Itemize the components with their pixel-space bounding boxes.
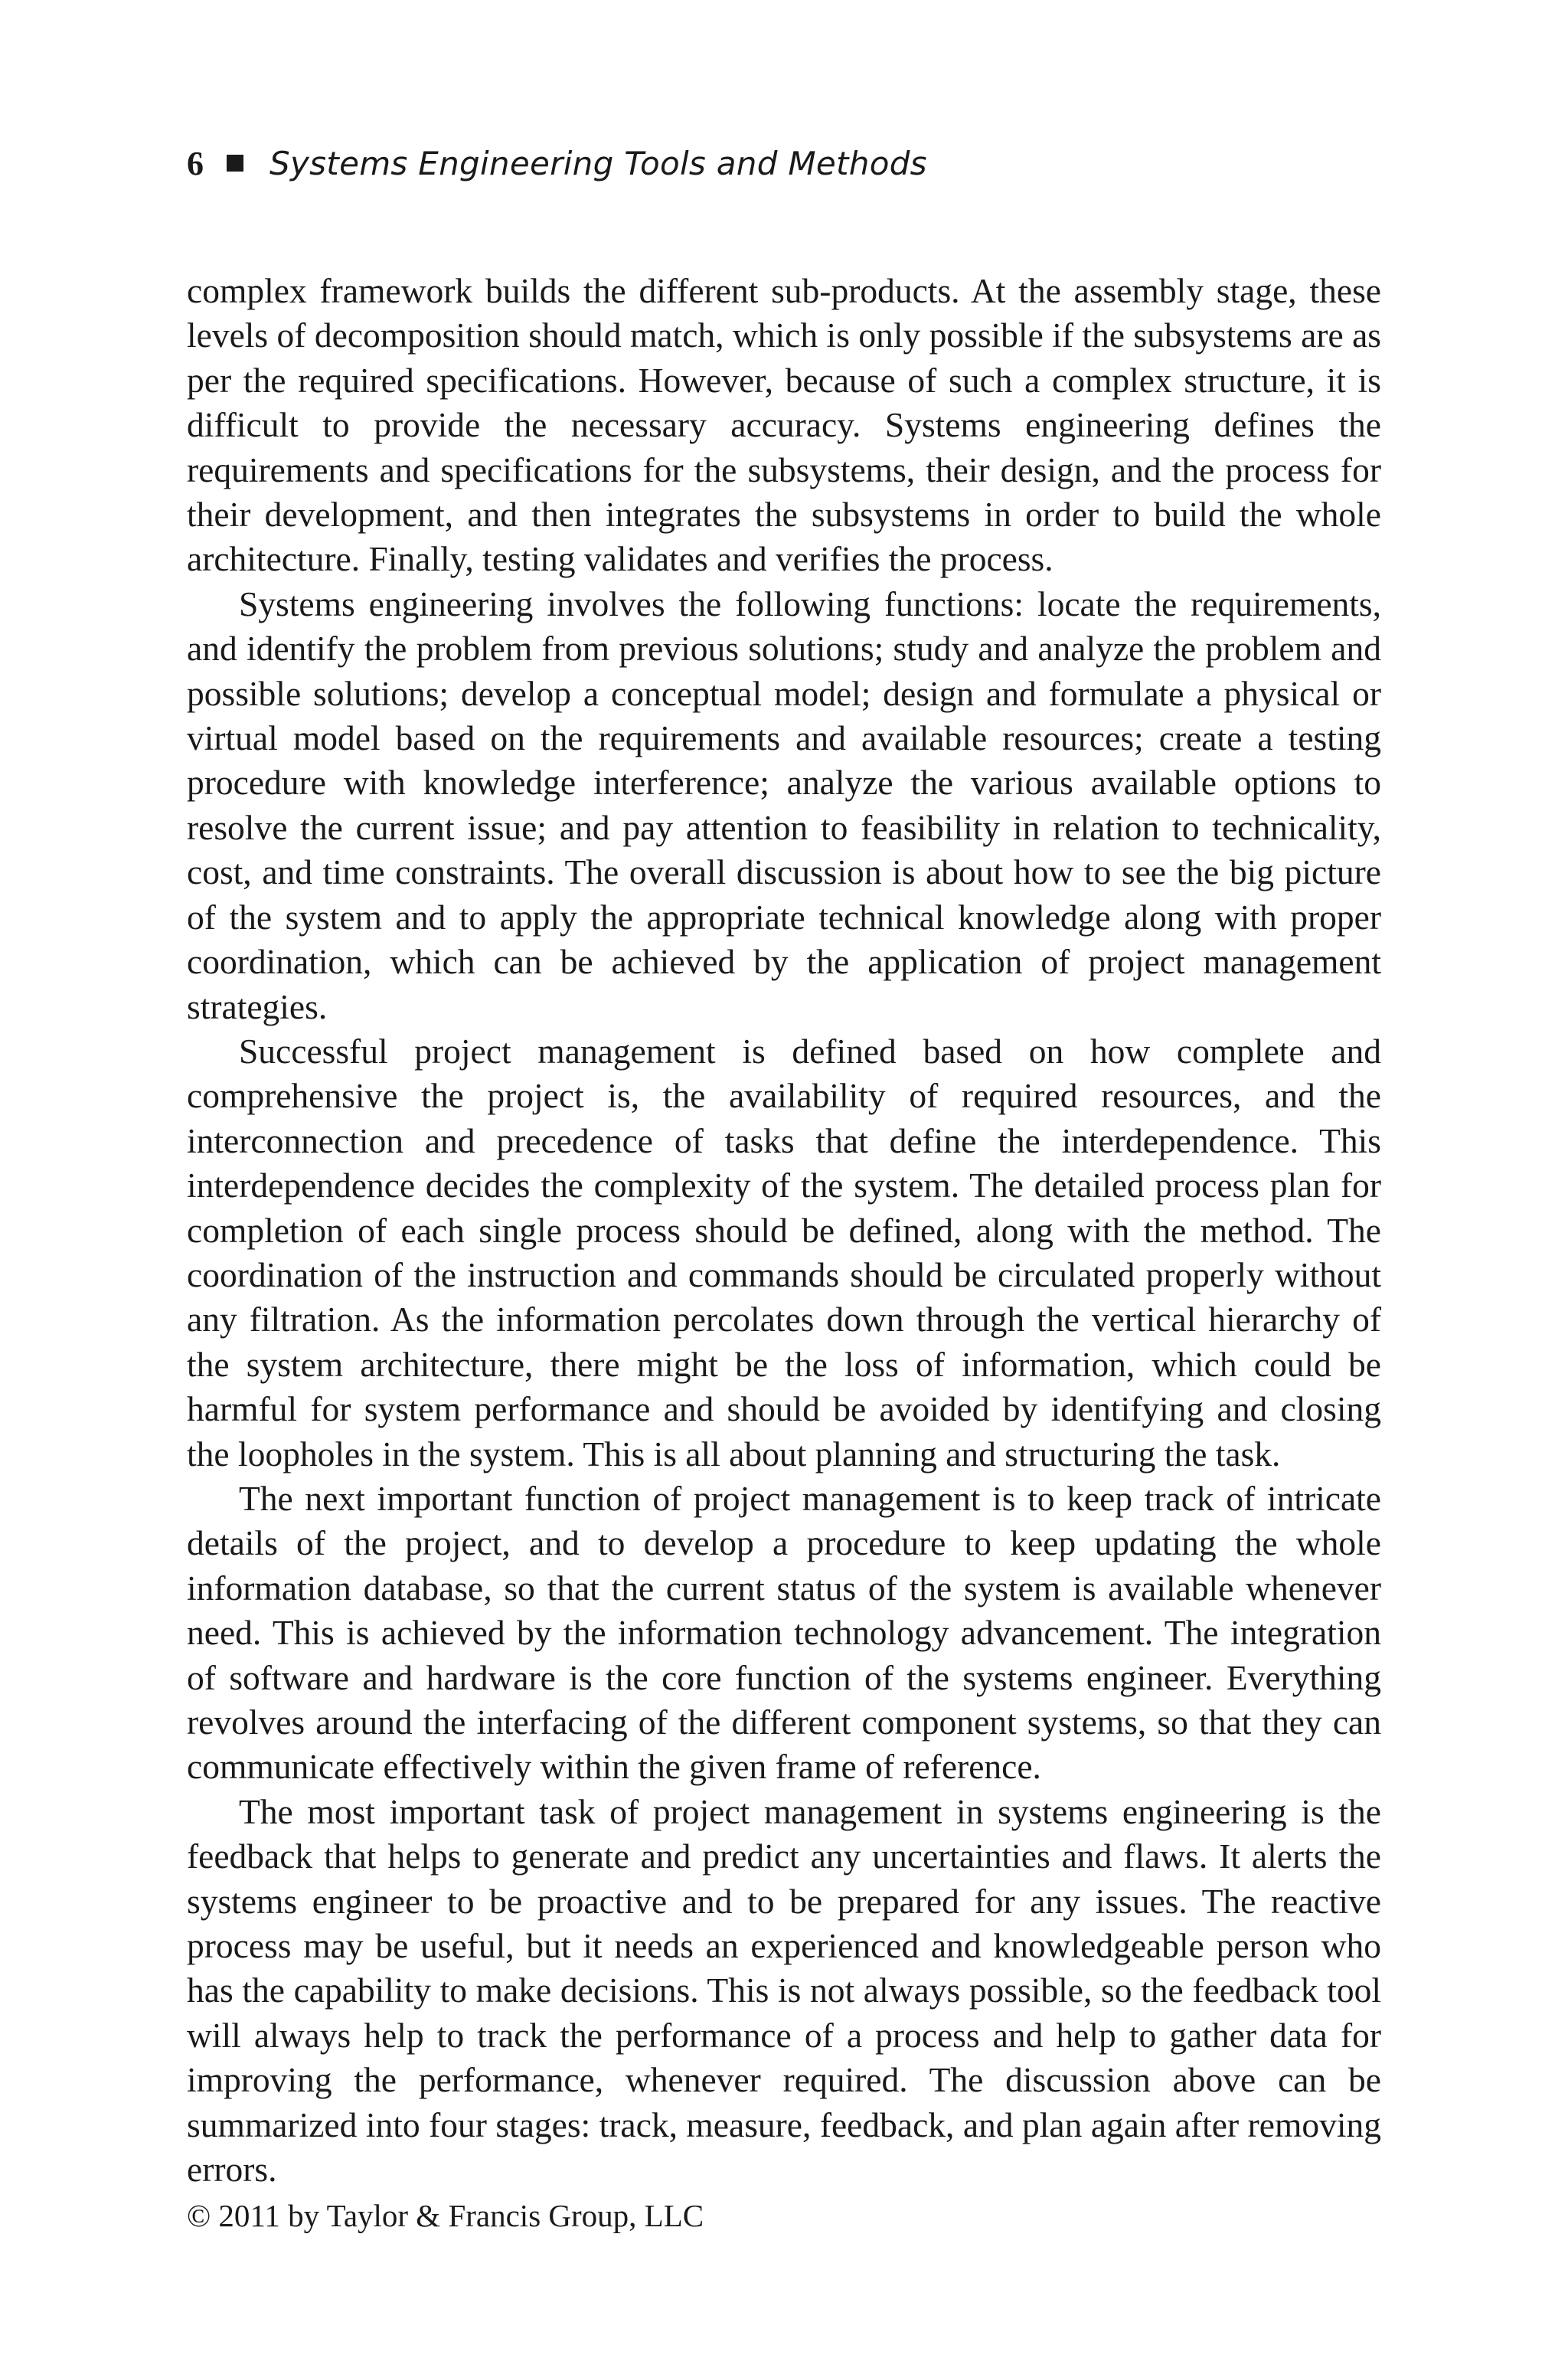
running-head [187,140,927,186]
paragraph-tracking: The next important function of project management is to keep track of intricate details of the project, and to develop a procedure to keep updating the whole information database, so that the current status of the system is available whenever need. This is achieved by the information technology advancement. The integration of software and hardware is the core function of the systems engineer. Everything revolves around the interfacing of the different component systems, so that they can communicate effectively within the given frame of reference. [187,1478,1381,1787]
square-bullet-icon [227,155,243,172]
paragraph-project-management: Successful project management is defined based on how complete and comprehensive the project is, the availability of required resources, and the interconnection and precedence of tasks that define the interdependence. This interdependence decides the complexity of the system. The detailed process plan for completion of each single process should be defined, along with the method. The coordination of the instruction and commands should be circulated properly without any filtration. As the information percolates down through the vertical hierarchy of the system architecture, there might be the loss of information, which could be harmful for system performance and should be avoided by identifying and closing the loopholes in the system. This is all about planning and structuring the task. [187,1031,1381,1473]
page-number: 6 [187,144,204,182]
copyright-notice: © 2011 by Taylor & Francis Group, LLC [187,2198,704,2233]
body-text [187,269,1381,2192]
paragraph-continuation: complex framework builds the different sub-products. At the assembly stage, these levels of decomposition should match, which is only possible if the subsystems are as per the required specifications. However, because of such a complex structure, it is difficult to provide the necessary accuracy. Systems engineering defines the requirements and specifications for the subsystems, their design, and the process for their development, and then integrates the subsystems in order to build the whole architecture. Finally, testing validates and verifies the process. [187,271,1381,579]
paragraph-feedback: The most important task of project management in systems engineering is the feedback that helps to generate and predict any uncertainties and flaws. It alerts the systems engineer to be proactive and to be prepared for any issues. The reactive process may be useful, but it needs an experienced and knowledgeable person who has the capability to make decisions. This is not always possible, so the feedback tool will always help to track the performance of a process and help to gather data for improving the performance, whenever required. The discussion above can be summarized into four stages: track, measure, feedback, and plan again after removing errors. [187,1791,1381,2190]
paragraph-functions: Systems engineering involves the following functions: locate the requirements, and identify the problem from previous solutions; study and analyze the problem and possible solutions; develop a conceptual model; design and formulate a physical or virtual model based on the requirements and available resources; create a testing procedure with knowledge interference; analyze the various available options to resolve the current issue; and pay attention to feasibility in relation to technicality, cost, and time constraints. The overall discussion is about how to see the big picture of the system and to apply the appropriate technical knowledge along with proper coordination, which can be achieved by the application of project management strategies. [187,584,1381,1026]
book-title: Systems Engineering Tools and Methods [270,144,927,182]
